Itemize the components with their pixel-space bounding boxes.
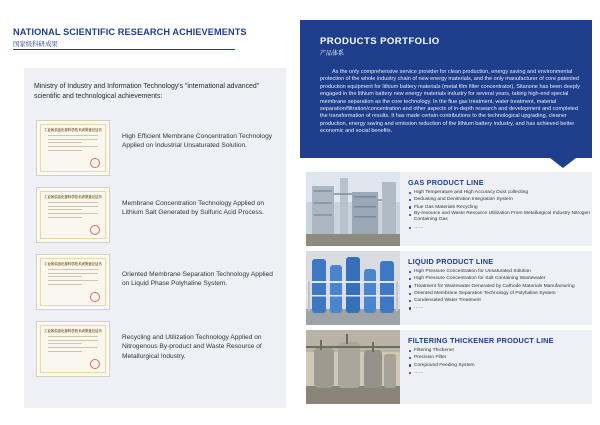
certificate-title: 工业和信息化部科学技术成果登记证书 — [44, 128, 102, 132]
list-item: Dedusting and Denitration Integration System — [408, 196, 592, 203]
thickener-product-title: FILTERING THICKENER PRODUCT LINE — [408, 336, 554, 345]
certificate-image — [36, 120, 110, 176]
achievement-item — [36, 120, 276, 176]
certificate-title: 工业和信息化部科学技术成果登记证书 — [44, 262, 102, 266]
achievements-subtitle: 国家级科研成果 — [13, 41, 58, 48]
thickener-product-list — [408, 347, 592, 376]
seal-icon — [90, 359, 100, 369]
liquid-plant-photo — [306, 251, 400, 325]
list-item: High Pressure Concentration for Unsaturated Solution — [408, 268, 592, 275]
certificate-title: 工业和信息化部科学技术成果登记证书 — [44, 329, 102, 333]
right-page — [300, 0, 600, 425]
list-item: …… — [408, 304, 592, 311]
seal-icon — [90, 225, 100, 235]
gas-product-list — [408, 189, 592, 231]
list-item: Precision Filter — [408, 354, 592, 361]
list-item: Compound Feeding System — [408, 362, 592, 369]
list-item: Treatment for Wastewater Generated by Cathode Materials Manufacturing — [408, 283, 592, 290]
certificate-image — [36, 187, 110, 243]
achievement-text: High Efficient Membrane Concentration Technology Applied on Industrial Unsaturated Solution. — [122, 133, 273, 150]
certificate-image — [36, 254, 110, 310]
list-item: By-resource and Waste Resource Utilization From Metallurgical Industry Nitrogen Containing Gas — [408, 211, 592, 224]
list-item: High Pressure Concentration for Salt Containing Wastewater — [408, 275, 592, 282]
list-item: Oriented Membrane Separation Technology of Polyhaline System — [408, 290, 592, 297]
product-line-liquid — [306, 251, 592, 325]
gas-product-title: GAS PRODUCT LINE — [408, 178, 484, 187]
product-line-gas — [306, 172, 592, 246]
portfolio-banner — [300, 20, 592, 158]
achievement-text: Membrane Concentration Technology Applied on Lithium Salt Generated by Sulfuric Acid Process. — [122, 200, 265, 217]
list-item: Flue Gas Materials Recycling — [408, 204, 592, 211]
certificate-title: 工业和信息化部科学技术成果登记证书 — [44, 195, 102, 199]
achievement-item — [36, 187, 276, 243]
gas-plant-photo — [306, 172, 400, 246]
achievements-intro: Ministry of Industry and Information Technology's "international advanced" scientific and technological achievements: — [34, 83, 260, 100]
portfolio-description: As the only comprehensive service provider for clean production, energy saving and environmental protection of the whole industry chain of new energy materials, and the only manufacturer of core patented production equipment for lithium battery materials (metal film filter concentrator), Sitanone has been deeply engaged in the lithium battery new energy materials industry for several years, taking high-end special membrane separation as the core technology. In the flue gas treatment, water treatment, material separation/filtration/concentration and other aspects of in-depth research and development and completed the transformation of results. It has made certain contributions to the technological upgrading, cleaner production, energy saving and emission reduction of the lithium battery industry, and has achieved better economic and social benefits. — [320, 69, 580, 135]
achievement-text: Oriented Membrane Separation Technology Applied on Liquid Phase Polyhaline System. — [122, 271, 273, 288]
banner-pointer — [550, 158, 576, 168]
list-item: Condensated Water Treatment — [408, 297, 592, 304]
list-item: Filtering Thickener — [408, 347, 592, 354]
seal-icon — [90, 292, 100, 302]
achievement-text: Recycling and Utilization Technology Applied on Nitrogenous By-product and Waste Resource of Metallurgical Industry. — [122, 334, 262, 360]
liquid-product-list — [408, 268, 592, 312]
list-item: High Temperature and High Accuracy Dust collecting — [408, 189, 592, 196]
thickener-plant-photo — [306, 330, 400, 404]
portfolio-title: PRODUCTS PORTFOLIO — [320, 36, 440, 47]
list-item: …… — [408, 369, 592, 376]
title-divider — [13, 49, 235, 50]
liquid-product-title: LIQUID PRODUCT LINE — [408, 257, 494, 266]
product-line-filtering-thickener — [306, 330, 592, 404]
achievement-item — [36, 321, 276, 377]
certificate-image — [36, 321, 110, 377]
seal-icon — [90, 158, 100, 168]
portfolio-subtitle: 产品体系 — [320, 51, 345, 57]
achievements-panel — [24, 68, 286, 408]
achievements-title: NATIONAL SCIENTIFIC RESEARCH ACHIEVEMENTS — [13, 27, 247, 37]
list-item: …… — [408, 224, 592, 231]
achievement-item — [36, 254, 276, 310]
